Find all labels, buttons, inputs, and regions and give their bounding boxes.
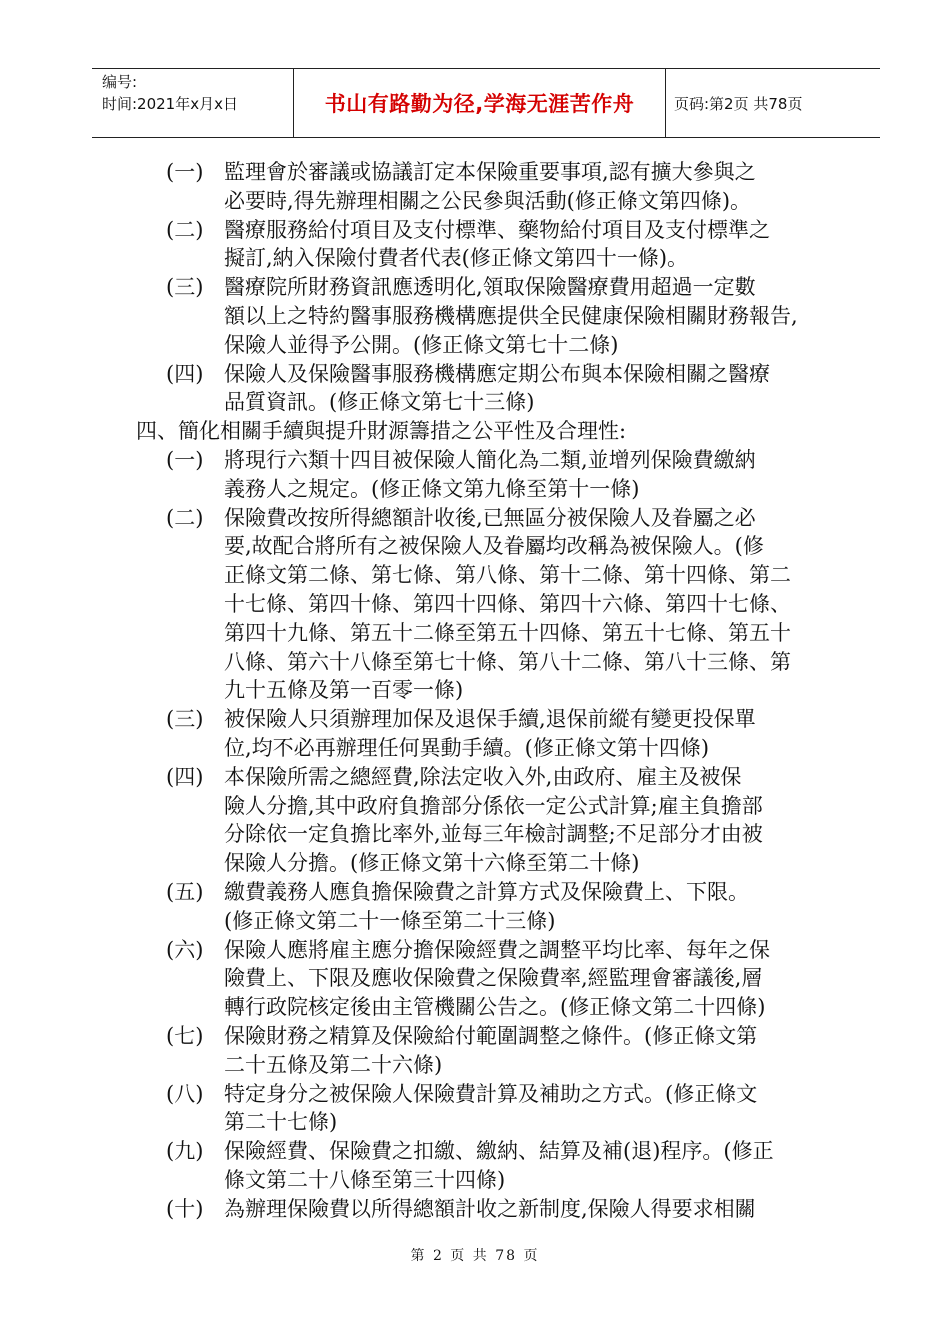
item-text-line: 品質資訊。(修正條文第七十三條) <box>224 390 535 415</box>
item-number: (八) <box>166 1081 204 1106</box>
list-item <box>120 705 840 763</box>
list-item <box>120 273 840 359</box>
document-date: 时间:2021年x月x日 <box>102 95 238 113</box>
header-motto-cell <box>294 69 666 137</box>
item-text-line: 保險財務之精算及保險給付範圍調整之條件。(修正條文第 <box>224 1023 758 1048</box>
item-text-line: 要,故配合將所有之被保險人及眷屬均改稱為被保險人。(修 <box>224 534 764 559</box>
list-item <box>120 360 840 418</box>
header-motto: 书山有路勤为径,学海无涯苦作舟 <box>324 92 635 116</box>
item-text-line: 醫療院所財務資訊應透明化,領取保險醫療費用超過一定數 <box>224 275 756 300</box>
item-text-line: 將現行六類十四目被保險人簡化為二類,並增列保險費繳納 <box>224 447 756 472</box>
list-item <box>120 158 840 216</box>
list-item <box>120 504 840 706</box>
item-text-line: 繳費義務人應負擔保險費之計算方式及保險費上、下限。 <box>224 879 749 904</box>
list-item <box>120 763 840 878</box>
item-number: (三) <box>166 707 204 732</box>
item-text-line: 正條文第二條、第七條、第八條、第十二條、第十四條、第二 <box>224 563 791 588</box>
item-text-line: 保險費改按所得總額計收後,已無區分被保險人及眷屬之必 <box>224 505 756 530</box>
header-page-info: 页码:第2页 共78页 <box>674 94 803 113</box>
item-text-line: 保險人並得予公開。(修正條文第七十二條) <box>224 332 619 357</box>
item-number: (一) <box>166 160 204 184</box>
list-item <box>120 446 840 504</box>
item-number: (三) <box>166 275 204 300</box>
item-text-line: 分除依一定負擔比率外,並每三年檢討調整;不足部分才由被 <box>224 822 763 847</box>
item-number: (九) <box>166 1139 204 1164</box>
item-text-line: 被保險人只須辦理加保及退保手續,退保前縱有變更投保單 <box>224 707 756 732</box>
list-item <box>120 1137 840 1195</box>
list-item <box>120 1195 840 1224</box>
item-text-line: 二十五條及第二十六條) <box>224 1052 443 1077</box>
item-text-line: 保險人分擔。(修正條文第十六條至第二十條) <box>224 851 640 876</box>
item-number: (二) <box>166 217 204 242</box>
list-item <box>120 216 840 274</box>
item-text-line: 第四十九條、第五十二條至第五十四條、第五十七條、第五十 <box>224 620 791 645</box>
item-number: (四) <box>166 361 204 386</box>
item-text-line: 保險人及保險醫事服務機構應定期公布與本保險相關之醫療 <box>224 361 770 386</box>
item-list-b <box>120 446 840 1224</box>
document-number-label: 编号: <box>102 73 138 91</box>
item-number: (十) <box>166 1196 204 1221</box>
item-text-line: 險人分擔,其中政府負擔部分係依一定公式計算;雇主負擔部 <box>224 793 763 818</box>
list-item <box>120 1022 840 1080</box>
item-text-line: 監理會於審議或協議訂定本保險重要事項,認有擴大參與之 <box>224 160 756 184</box>
item-text-line: 本保險所需之總經費,除法定收入外,由政府、雇主及被保 <box>224 764 742 789</box>
item-text-line: 特定身分之被保險人保險費計算及補助之方式。(修正條文 <box>224 1081 758 1106</box>
item-text-line: 九十五條及第一百零一條) <box>224 678 464 703</box>
item-text-line: 十七條、第四十條、第四十四條、第四十六條、第四十七條、 <box>224 591 791 616</box>
item-number: (六) <box>166 937 204 962</box>
item-number: (二) <box>166 505 204 530</box>
item-number: (一) <box>166 447 204 472</box>
item-text-line: 為辦理保險費以所得總額計收之新制度,保險人得要求相關 <box>224 1196 756 1221</box>
item-text-line: (修正條文第二十一條至第二十三條) <box>224 908 556 933</box>
item-text-line: 條文第二十八條至第三十四條) <box>224 1167 506 1192</box>
item-text-line: 必要時,得先辦理相關之公民參與活動(修正條文第四條)。 <box>224 188 752 213</box>
section-heading: 四、簡化相關手續與提升財源籌措之公平性及合理性: <box>136 419 627 444</box>
item-text-line: 醫療服務給付項目及支付標準、藥物給付項目及支付標準之 <box>224 217 770 242</box>
list-item <box>120 878 840 936</box>
item-text-line: 保險人應將雇主應分擔保險經費之調整平均比率、每年之保 <box>224 937 770 962</box>
item-text-line: 險費上、下限及應收保險費之保險費率,經監理會審議後,層 <box>224 966 763 991</box>
list-item <box>120 1080 840 1138</box>
item-text-line: 保險經費、保險費之扣繳、繳納、結算及補(退)程序。(修正 <box>224 1139 774 1164</box>
header-meta <box>92 69 294 137</box>
item-number: (五) <box>166 879 204 904</box>
list-item <box>120 936 840 1022</box>
item-text-line: 第二十七條) <box>224 1110 338 1135</box>
document-body <box>120 158 840 1223</box>
page-footer: 第 2 页 共 78 页 <box>410 1248 540 1264</box>
item-list-a <box>120 158 840 417</box>
item-number: (七) <box>166 1023 204 1048</box>
item-text-line: 位,均不必再辦理任何異動手續。(修正條文第十四條) <box>224 735 710 760</box>
item-text-line: 轉行政院核定後由主管機關公告之。(修正條文第二十四條) <box>224 995 766 1020</box>
item-text-line: 義務人之規定。(修正條文第九條至第十一條) <box>224 476 640 501</box>
item-text-line: 額以上之特約醫事服務機構應提供全民健康保險相關財務報告, <box>224 303 798 328</box>
item-text-line: 擬訂,納入保險付費者代表(修正條文第四十一條)。 <box>224 246 689 271</box>
item-number: (四) <box>166 764 204 789</box>
page-header <box>92 68 880 138</box>
item-text-line: 八條、第六十八條至第七十條、第八十二條、第八十三條、第 <box>224 649 791 674</box>
